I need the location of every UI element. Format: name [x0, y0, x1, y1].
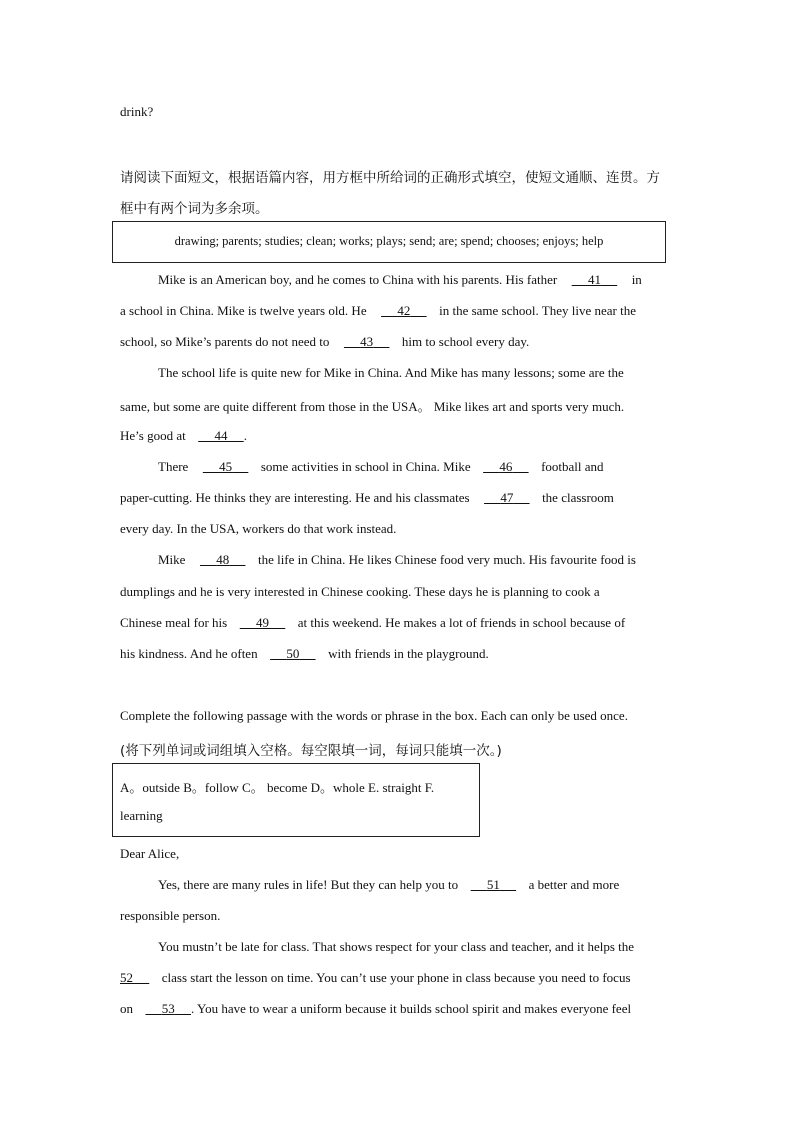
passage1-line2: a school in China. Mike is twelve years old. He 42 in the same school. They live near the [120, 303, 636, 318]
passage1-line8: paper-cutting. He thinks they are interesting. He and his classmates 47 the classroom [120, 490, 614, 505]
blank-47[interactable]: 47 [500, 490, 514, 505]
blank-49[interactable]: 49 [255, 615, 269, 630]
blank-46[interactable]: 46 [499, 459, 513, 474]
passage1-line5: same, but some are quite different from those in the USA。 Mike likes art and sports very much. [120, 399, 625, 414]
passage1-line7: There 45 some activities in school in China. Mike 46 football and [158, 459, 604, 474]
letter-greeting: Dear Alice, [120, 846, 180, 861]
passage1-line3: school, so Mike’s parents do not need to 43 him to school every day. [120, 334, 530, 349]
section1-instruction-line1: 请阅读下面短文，根据语篇内容，用方框中所给词的正确形式填空，使短文通顺、连贯。方 [120, 170, 660, 186]
blank-42[interactable]: 42 [397, 303, 411, 318]
blank-43[interactable]: 43 [360, 334, 374, 349]
option-box [112, 763, 480, 837]
passage2-line1: Yes, there are many rules in life! But they can help you to 51 a better and more [158, 877, 620, 892]
section2-instruction-cn: (将下列单词或词组填入空格。每空限填一词，每词只能填一次。) [120, 743, 502, 759]
blank-50[interactable]: 50 [286, 646, 300, 661]
blank-53[interactable]: 53 [161, 1001, 175, 1016]
passage1-line6: He’s good at 44 . [120, 428, 247, 443]
blank-51[interactable]: 51 [486, 877, 500, 892]
section1-instruction-line2: 框中有两个词为多余项。 [120, 201, 269, 217]
passage1-line12: Chinese meal for his 49 at this weekend. He makes a lot of friends in school because of [120, 615, 626, 630]
passage1-line9: every day. In the USA, workers do that work instead. [120, 521, 397, 536]
section2-instruction-en: Complete the following passage with the words or phrase in the box. Each can only be used once. [120, 708, 628, 723]
word-bank-box [112, 221, 666, 263]
previous-page-fragment: drink? [120, 104, 154, 119]
passage2-line5: on 53 . You have to wear a uniform because it builds school spirit and makes everyone feel [120, 1001, 632, 1016]
passage2-line4: 52 class start the lesson on time. You can’t use your phone in class because you need to focus [120, 970, 631, 985]
passage2-line2: responsible person. [120, 908, 221, 923]
blank-48[interactable]: 48 [216, 552, 230, 567]
blank-44[interactable]: 44 [214, 428, 228, 443]
passage1-line1: Mike is an American boy, and he comes to China with his parents. His father 41 in [158, 272, 642, 287]
blank-52[interactable]: 52 [120, 970, 133, 985]
passage1-line10: Mike 48 the life in China. He likes Chinese food very much. His favourite food is [158, 552, 636, 567]
passage1-line13: his kindness. And he often 50 with friends in the playground. [120, 646, 489, 661]
blank-45[interactable]: 45 [219, 459, 233, 474]
word-bank-text: drawing; parents; studies; clean; works; plays; send; are; spend; chooses; enjoys; help [174, 234, 604, 248]
passage2-line3: You mustn’t be late for class. That shows respect for your class and teacher, and it helps the [158, 939, 635, 954]
option-box-line1: A。outside B。follow C。 become D。whole E. straight F. [120, 780, 435, 795]
option-box-line2: learning [120, 808, 163, 823]
passage1-line4: The school life is quite new for Mike in China. And Mike has many lessons; some are the [158, 365, 624, 380]
blank-41[interactable]: 41 [587, 272, 601, 287]
passage1-line11: dumplings and he is very interested in Chinese cooking. These days he is planning to cook a [120, 584, 600, 599]
